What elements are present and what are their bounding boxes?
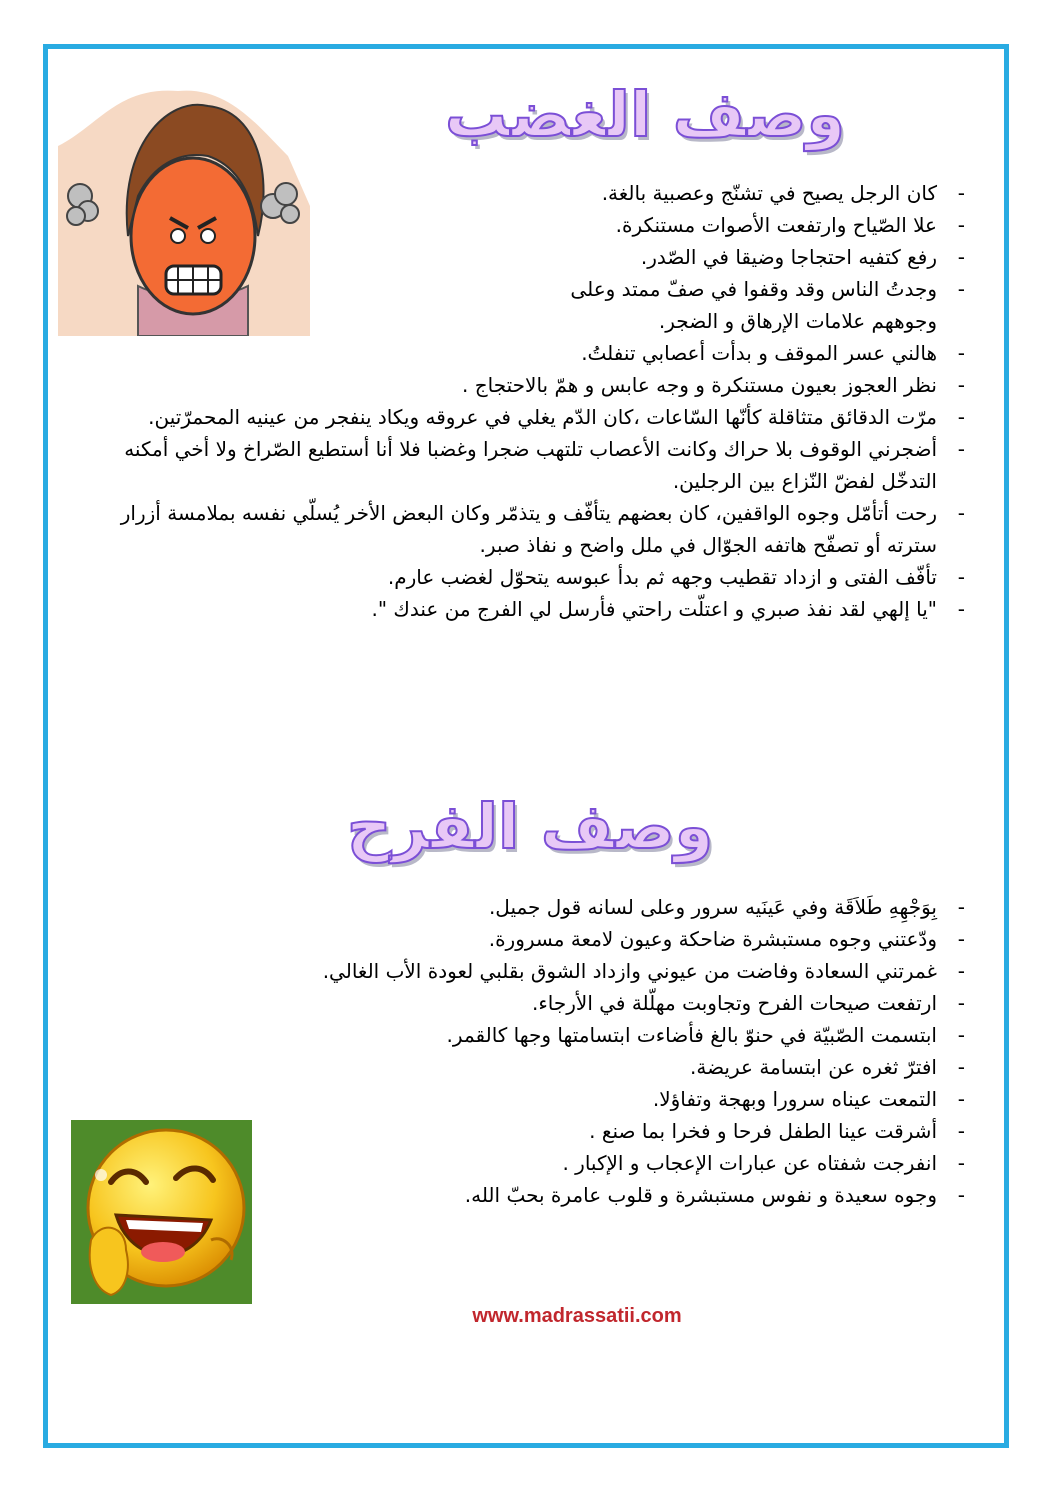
anger-description-list — [89, 177, 969, 625]
list-item: - انفرجت شفتاه عن عبارات الإعجاب و الإكبار . — [89, 1147, 969, 1179]
anger-section-title: وصف الغضب — [444, 78, 846, 151]
list-item: - نظر العجوز بعيون مستنكرة و وجه عابس و همّ بالاحتجاج . — [89, 369, 969, 401]
list-item: - افترّ ثغره عن ابتسامة عريضة. — [89, 1051, 969, 1083]
list-item: - تأفّف الفتى و ازداد تقطيب وجهه ثم بدأ عبوسه يتحوّل لغضب عارم. — [89, 561, 969, 593]
list-item: - التمعت عيناه سرورا وبهجة وتفاؤلا. — [89, 1083, 969, 1115]
website-link[interactable]: www.madrassatii.com — [472, 1305, 682, 1327]
list-item: - أشرقت عينا الطفل فرحا و فخرا بما صنع . — [89, 1115, 969, 1147]
list-item: - غمرتني السعادة وفاضت من عيوني وازداد الشوق بقلبي لعودة الأب الغالي. — [89, 955, 969, 987]
list-item: - ابتسمت الصّبيّة في حنوّ بالغ فأضاءت ابتسامتها وجها كالقمر. — [89, 1019, 969, 1051]
list-item: - ارتفعت صيحات الفرح وتجاوبت مهلّلة في الأرجاء. — [89, 987, 969, 1019]
list-item: - وجدتُ الناس وقد وقفوا في صفّ ممتد وعلى وجوههم علامات الإرهاق و الضجر. — [89, 273, 969, 337]
list-item: - "يا إلهي لقد نفذ صبري و اعتلّت راحتي فأرسل لي الفرج من عندك ". — [89, 593, 969, 625]
list-item: - هالني عسر الموقف و بدأت أعصابي تنفلتُ. — [89, 337, 969, 369]
list-item: - ودّعتني وجوه مستبشرة ضاحكة وعيون لامعة مسرورة. — [89, 923, 969, 955]
list-item: - بِوَجْهِهِ طَلاَقَة وفي عَينَيه سرور وعلى لسانه قول جميل. — [89, 891, 969, 923]
list-item: - كان الرجل يصيح في تشنّج وعصبية بالغة. — [89, 177, 969, 209]
list-item: - رفع كتفيه احتجاجا وضيقا في الصّدر. — [89, 241, 969, 273]
list-item: - رحت أتأمّل وجوه الواقفين، كان بعضهم يتأفّف و يتذمّر وكان البعض الأخر يُسلّي نفسه بملامسة أزرار سترته أو تصفّح هاتفه الجوّال في ملل واضح و نفاذ صبر. — [89, 497, 969, 561]
list-item: - أضجرني الوقوف بلا حراك وكانت الأعصاب تلتهب ضجرا وغضبا فلا أنا أستطيع الصّراخ ولا أخي أمكنه التدخّل لفضّ النّزاع بين الرجلين. — [89, 433, 969, 497]
list-item: - وجوه سعيدة و نفوس مستبشرة و قلوب عامرة بحبّ الله. — [89, 1179, 969, 1211]
list-item: - علا الصّياح وارتفعت الأصوات مستنكرة. — [89, 209, 969, 241]
list-item: - مرّت الدقائق متثاقلة كأنّها السّاعات ،كان الدّم يغلي في عروقه ويكاد ينفجر من عينيه المحمرّتين. — [89, 401, 969, 433]
laughing-emoji-illustration — [71, 1120, 252, 1304]
joy-section-title: وصف الفرح — [346, 790, 714, 863]
